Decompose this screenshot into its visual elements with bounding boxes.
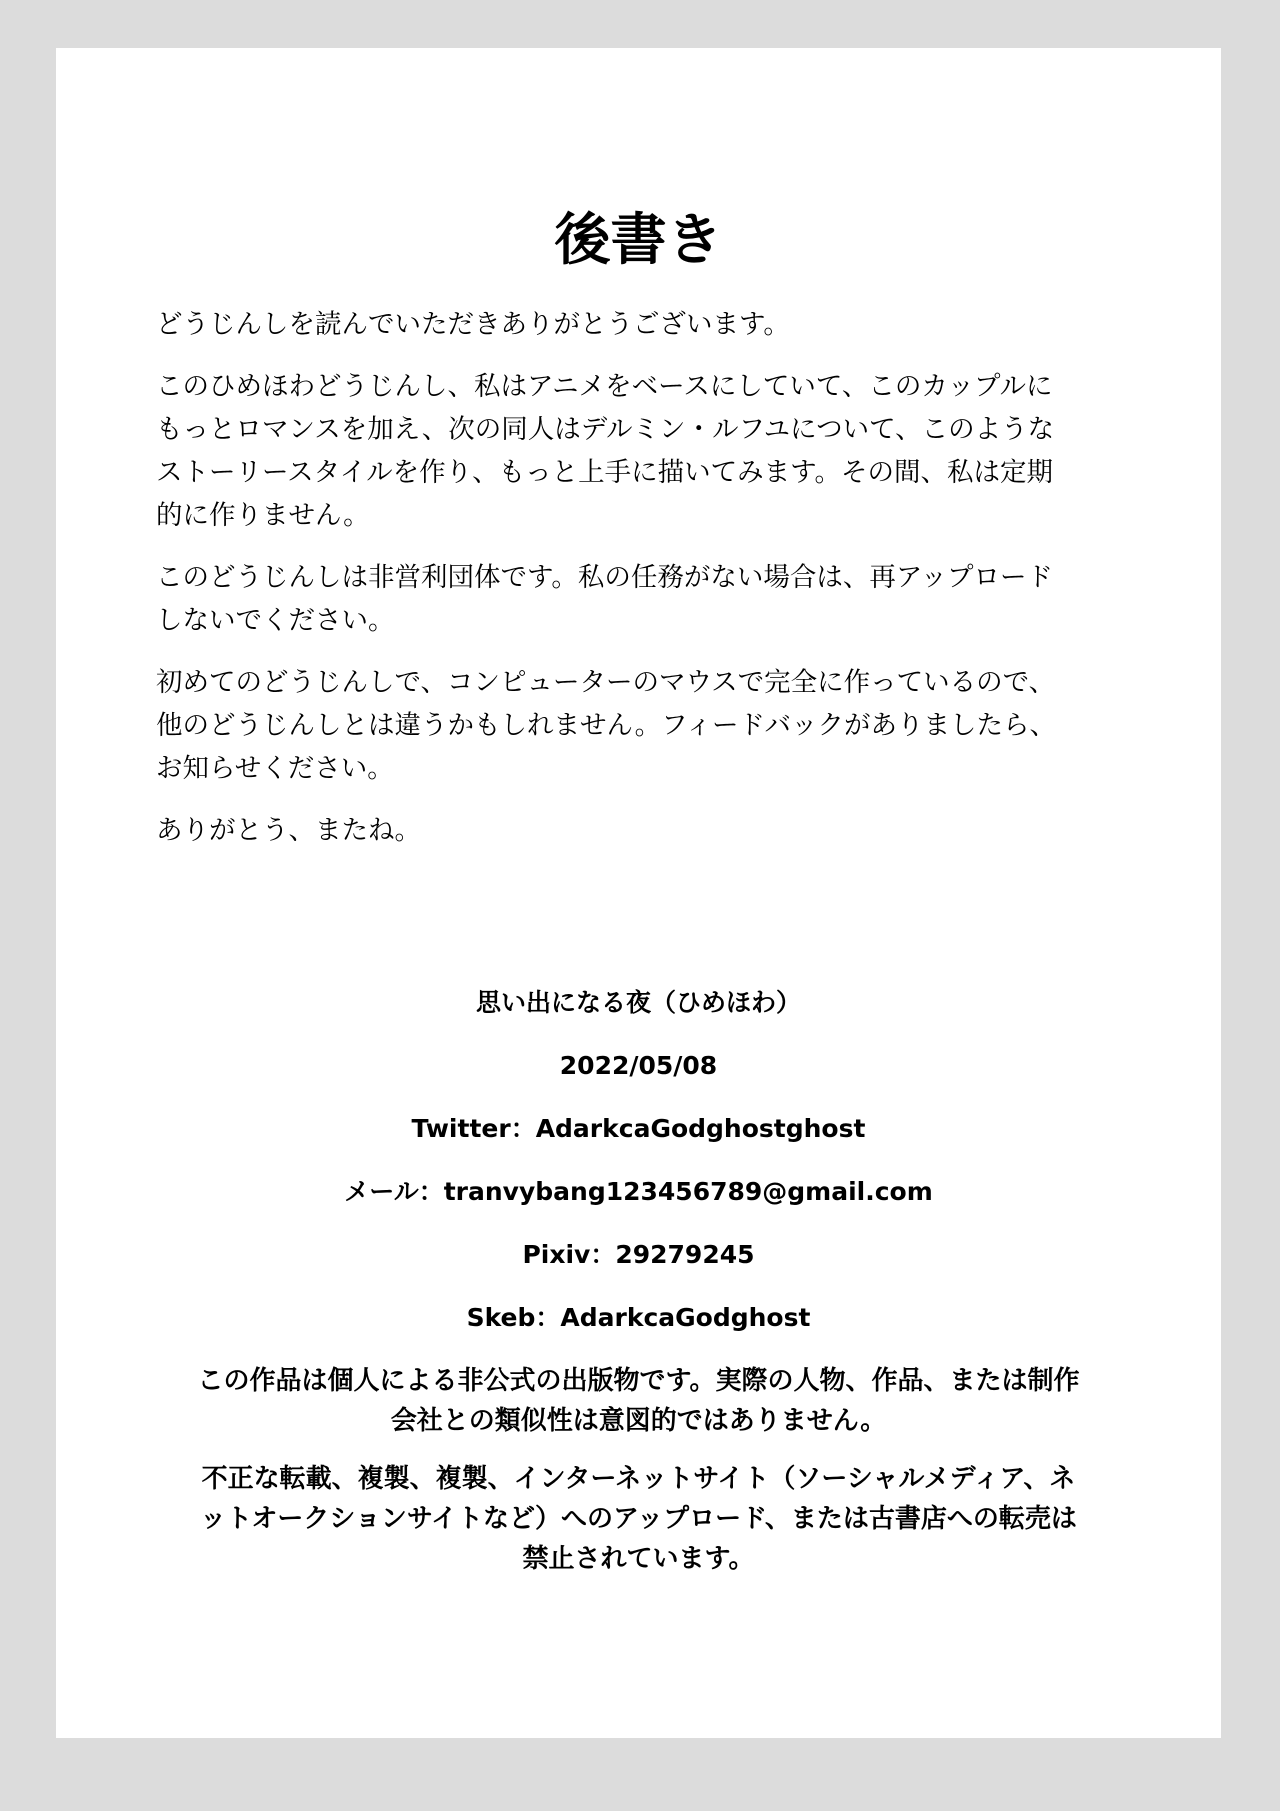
skeb-handle: Skeb：AdarkcaGodghost: [466, 1303, 811, 1332]
pixiv-id: Pixiv：29279245: [522, 1240, 755, 1269]
paragraph-goodbye: ありがとう、またね。: [156, 815, 421, 846]
paragraph-first-work: 初めてのどうじんしで、コンピューターのマウスで完全に作っているので、 他のどうじんしとは違うかもしれません。フィードバックがありましたら、 お知らせください。: [156, 667, 1056, 784]
prohibition-notice: 不正な転載、複製、複製、インターネットサイト（ソーシャルメディア、ネ ットオークションサイトなど）へのアップロード、または古書店への転売は 禁止されています。: [200, 1464, 1077, 1574]
credits-block: [56, 983, 1221, 1597]
paragraph-thanks: どうじんしを読んでいただきありがとうございます。: [156, 309, 790, 340]
afterword-body: [156, 303, 1166, 871]
page-title: 後書き: [554, 207, 723, 273]
twitter-handle: Twitter：AdarkcaGodghostghost: [411, 1114, 866, 1143]
email-address: メール：tranvybang123456789@gmail.com: [344, 1177, 933, 1206]
paragraph-about: このひめほわどうじんし、私はアニメをベースにしていて、このカップルに もっとロマンスを加え、次の同人はデルミン・ルフユについて、このような ストーリースタイルを作り、もっと上手に描いてみます。その間、私は定期 的に作りません。: [156, 371, 1055, 531]
publication-date: 2022/05/08: [559, 1051, 718, 1080]
paragraph-non-profit: このどうじんしは非営利団体です。私の任務がない場合は、再アップロード しないでください。: [156, 562, 1054, 636]
afterword-page: [56, 48, 1221, 1738]
work-title: 思い出になる夜（ひめほわ）: [475, 988, 801, 1017]
disclaimer-notice: この作品は個人による非公式の出版物です。実際の人物、作品、または制作 会社との類似性は意図的ではありません。: [197, 1366, 1080, 1436]
